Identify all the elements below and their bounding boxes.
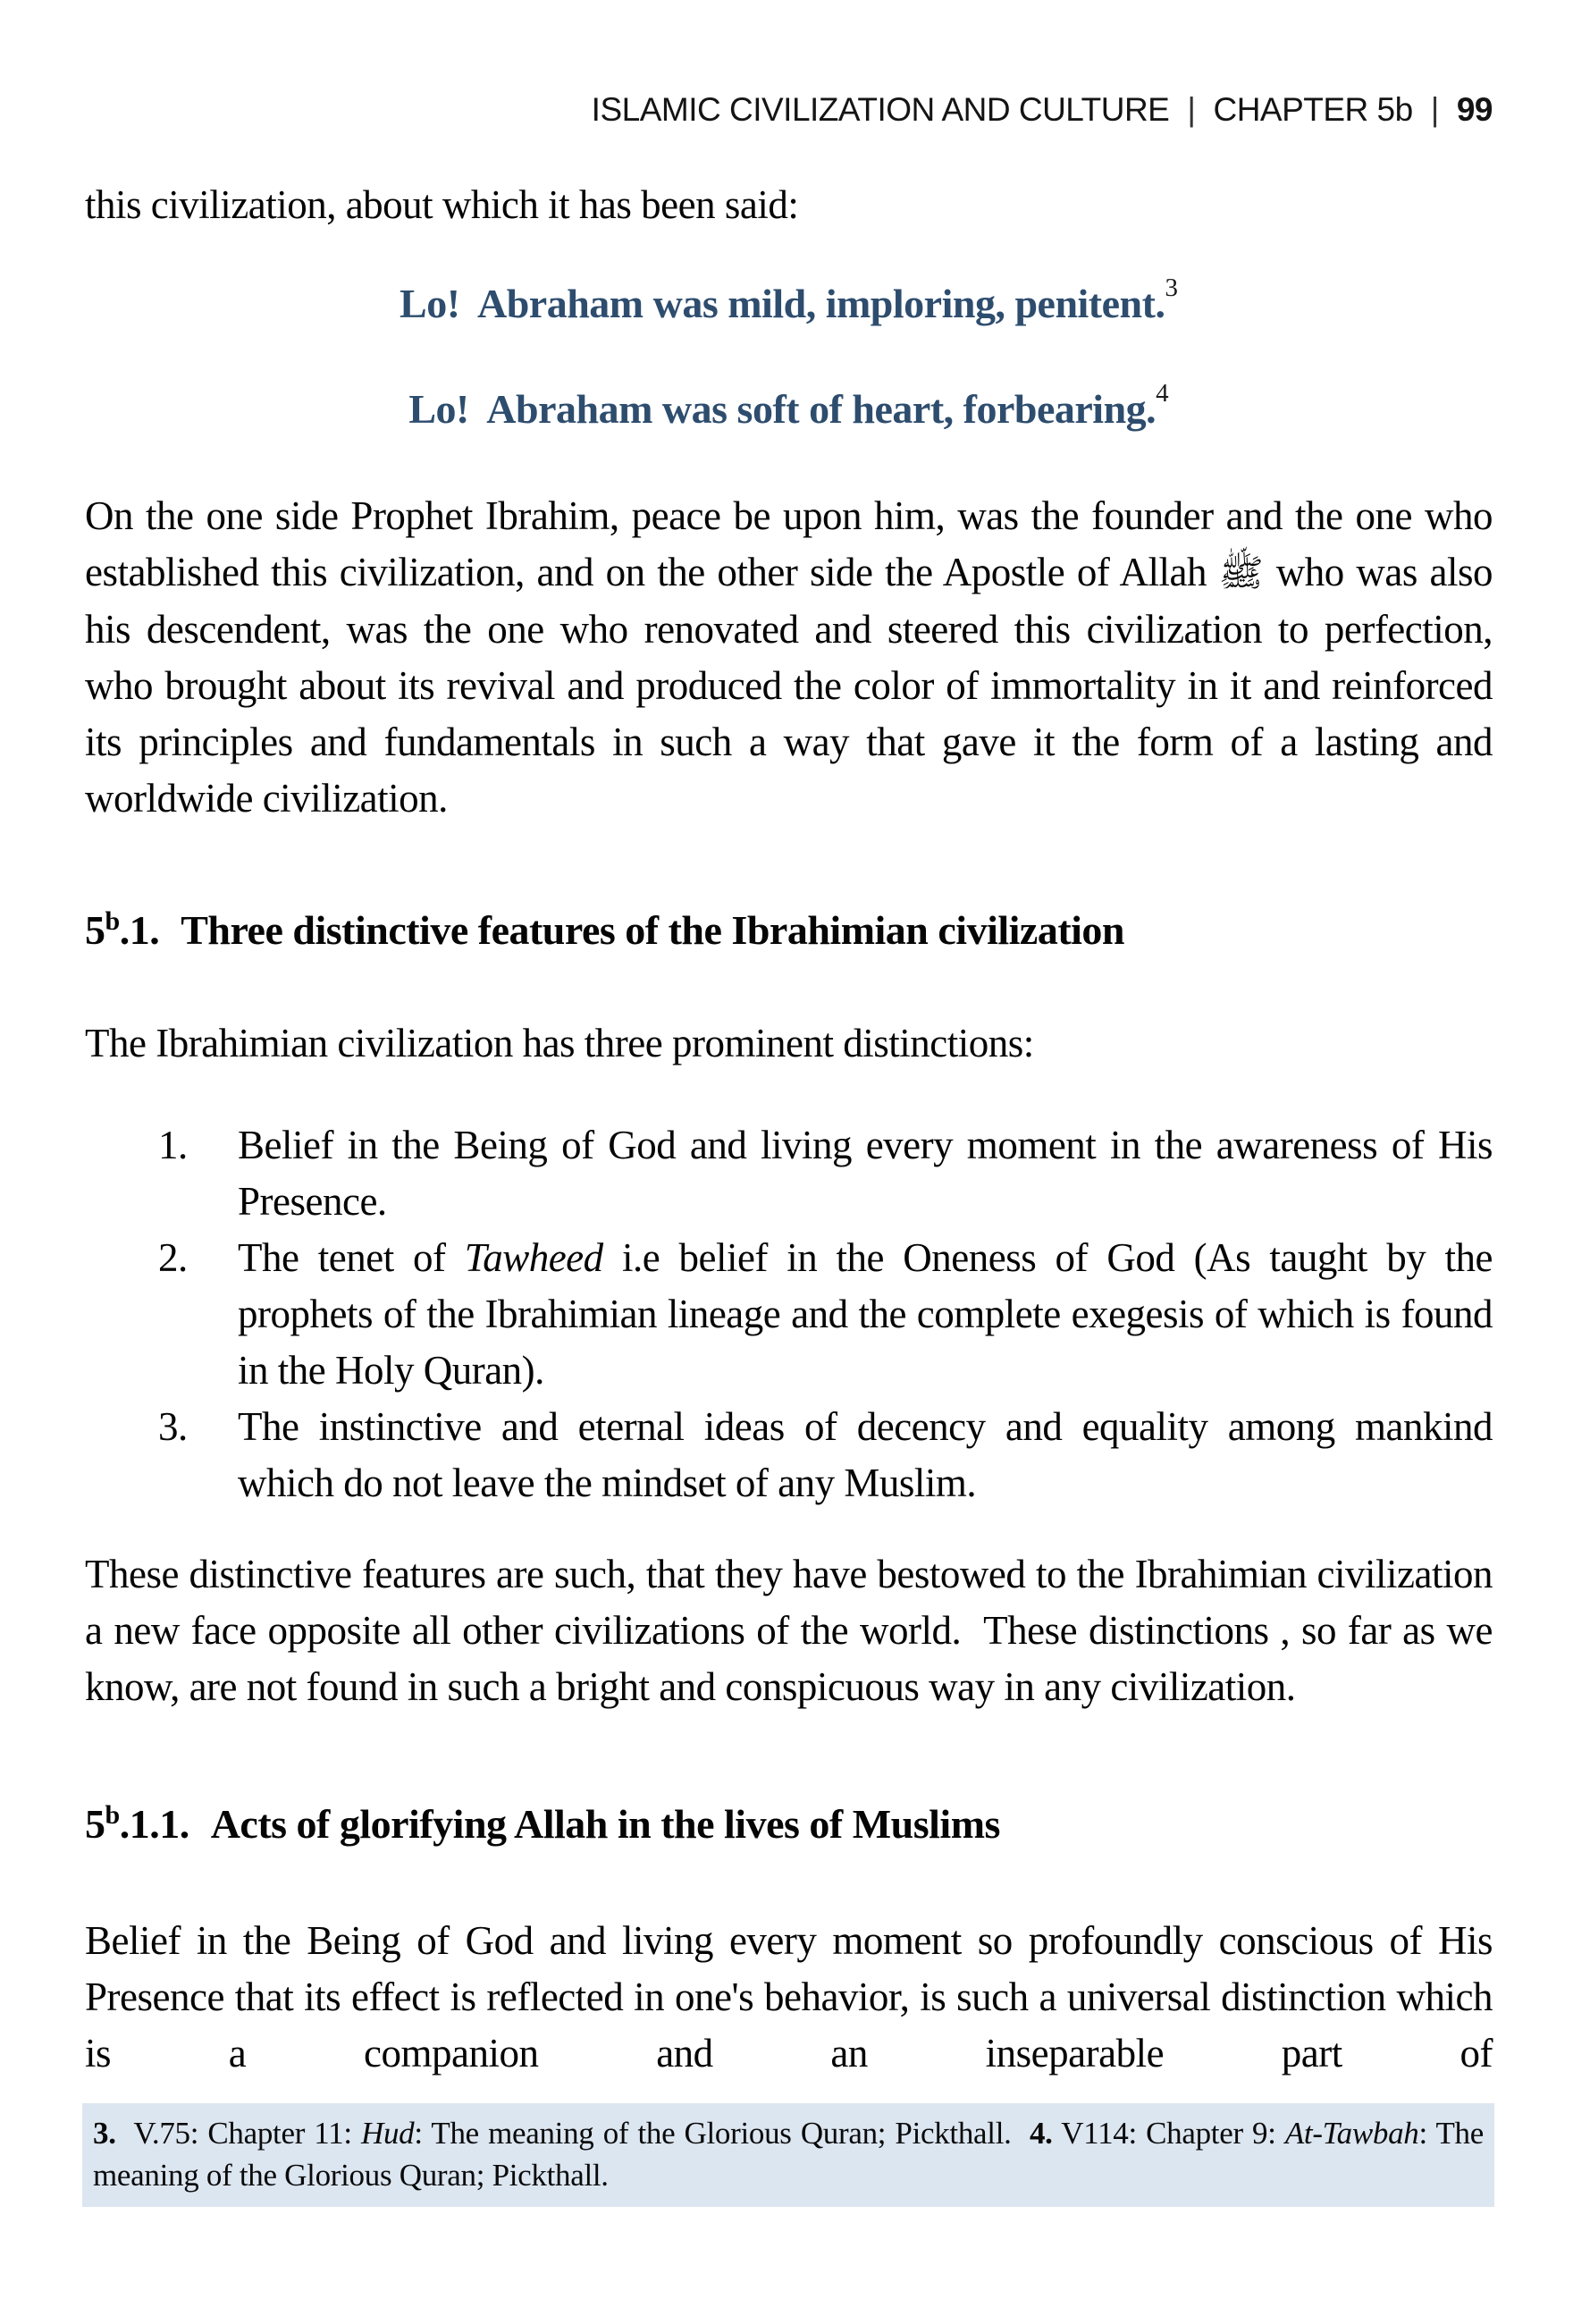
chapter-label: CHAPTER 5b — [1213, 91, 1413, 128]
paragraph-belief: Belief in the Being of God and living every moment so profoundly conscious of His Presence that its effect is reflected in one's behavior, is such a universal distinction which is a companion and an inseparable part of — [85, 1918, 1493, 2076]
section-title: Three distinctive features of the Ibrahimian civilization — [181, 907, 1125, 953]
section-number-rest: .1.1. — [119, 1801, 189, 1847]
book-title: ISLAMIC CIVILIZATION AND CULTURE — [591, 91, 1170, 128]
section-heading-5b1 — [85, 906, 1493, 954]
list-item-text: The tenet of Tawheed i.e belief in the Oneness of God (As taught by the prophets of the Ibrahimian lineage and the complete exegesis of which is found in the Holy Quran). — [238, 1235, 1493, 1393]
header-separator: | — [1430, 91, 1439, 128]
list-item-text: Belief in the Being of God and living every moment in the awareness of His Presence. — [238, 1123, 1493, 1224]
footnote-ref-4: 4 — [1156, 379, 1169, 408]
quote-text: Lo! Abraham was soft of heart, forbearing. — [408, 386, 1157, 432]
section-number: 5 — [85, 1801, 105, 1847]
intro-line: this civilization, about which it has been said: — [85, 182, 799, 227]
list-item-text: The instinctive and eternal ideas of decency and equality among mankind which do not leave the mindset of any Muslim. — [238, 1404, 1493, 1505]
paragraph-distinctive-features: These distinctive features are such, that they have bestowed to the Ibrahimian civilization a new face opposite all other civilizations of the world. These distinctions , so far as we know, are not found in such a bright and conspicuous way in any civilization. — [85, 1552, 1493, 1709]
footnote-block: 3. V.75: Chapter 11: Hud: The meaning of the Glorious Quran; Pickthall. 4. V114: Chapter 9: At-Tawbah: The meaning of the Glorious Quran; Pickthall. — [82, 2103, 1494, 2207]
list-item — [85, 1399, 1493, 1511]
quote-text: Lo! Abraham was mild, imploring, penitent. — [400, 281, 1165, 326]
list-intro: The Ibrahimian civilization has three prominent distinctions: — [85, 1021, 1034, 1065]
page-header — [592, 91, 1493, 129]
section-number-superscript: b — [105, 1800, 120, 1830]
section-number-rest: .1. — [119, 907, 160, 953]
list-item-number: 2. — [158, 1235, 188, 1280]
footnote-ref-3: 3 — [1165, 274, 1178, 302]
paragraph-founder: On the one side Prophet Ibrahim, peace be upon him, was the founder and the one who established this civilization, and on the other side the Apostle of Allah ﷺ who was also his descendent, was the one who renovated and steered this civilization to perfection, who brought about its revival and produced the color of immortality in it and reinforced its principles and fundamentals in such a way that gave it the form of a lasting and worldwide civilization. — [85, 493, 1493, 821]
list-item — [85, 1230, 1493, 1399]
section-number: 5 — [85, 907, 105, 953]
section-heading-5b11 — [85, 1800, 1493, 1848]
quran-quote-2 — [85, 379, 1493, 442]
list-item-number: 3. — [158, 1404, 188, 1449]
page-number: 99 — [1456, 91, 1493, 128]
list-item — [85, 1117, 1493, 1230]
section-number-superscript: b — [105, 906, 120, 936]
section-title: Acts of glorifying Allah in the lives of Muslims — [210, 1801, 1000, 1847]
list-item-number: 1. — [158, 1123, 188, 1167]
distinctions-list — [85, 1117, 1493, 1511]
quran-quote-1 — [85, 274, 1493, 336]
header-separator: | — [1187, 91, 1196, 128]
